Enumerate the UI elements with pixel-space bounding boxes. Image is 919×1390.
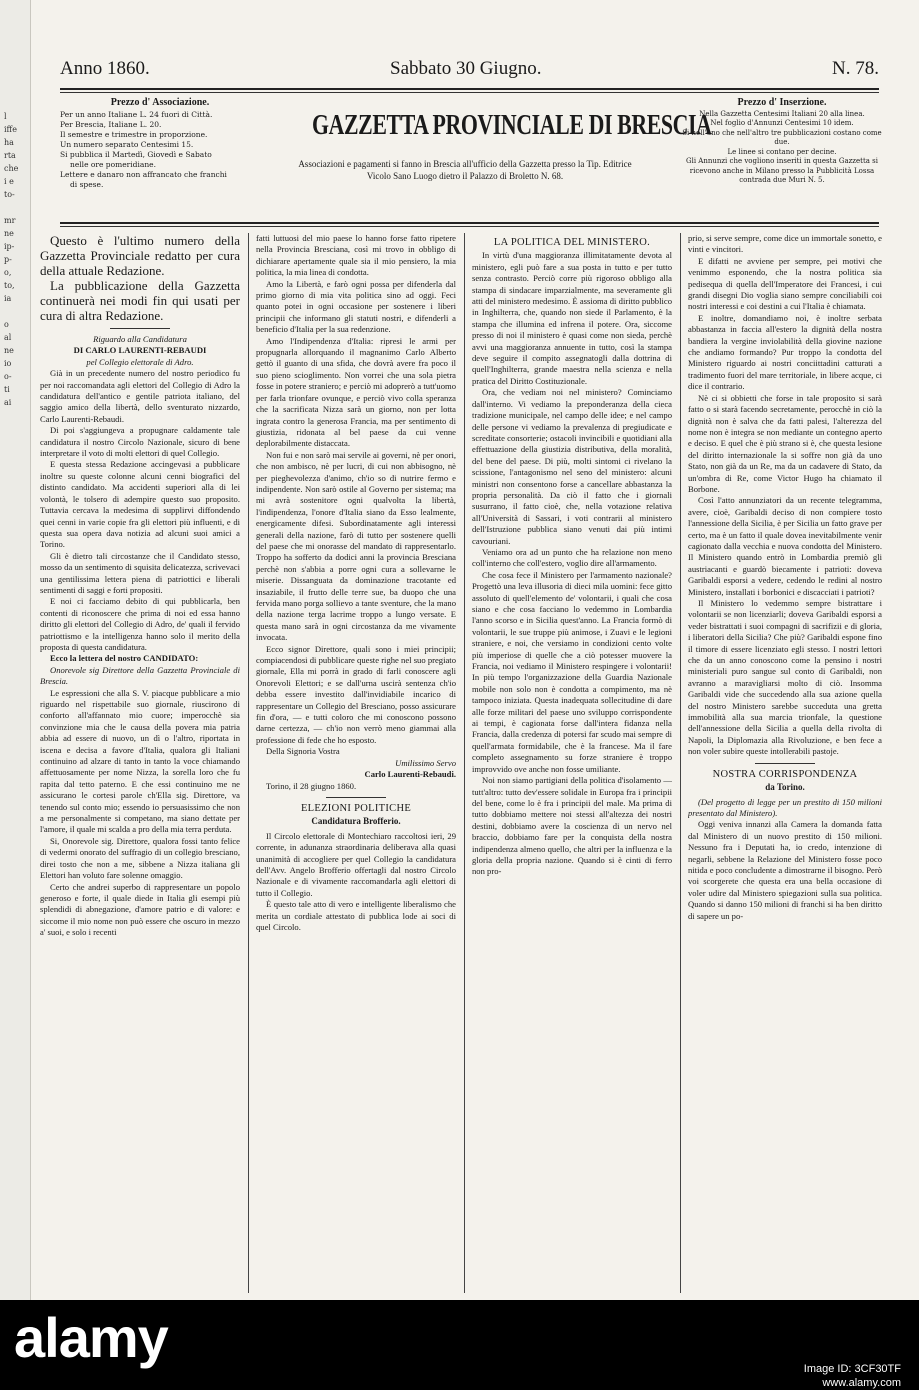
column-1 — [40, 233, 240, 1293]
insertion-line: Gli Annunzi che vogliono inseriti in questa Gazzetta si ricevono anche in Milano presso la Pubblicità Lossa contrada due Muri N. 5. — [685, 157, 878, 184]
paragraph: Il Circolo elettorale di Montechiaro raccoltosi ieri, 29 corrente, in adunanza straordinaria deliberava alla quasi unanimità di accogliere per quel Collegio la candidatura dell'Avv. Angelo Brofferio offertagli dal nostro Circolo Nazionale e di vivamente raccomandarla agli elettori di tutto il Collegio. — [256, 830, 456, 898]
letter-salutation: Onorevole sig Direttore della Gazzetta Provinciale di Brescia. — [40, 664, 240, 687]
issue-date: Sabbato 30 Giugno. — [390, 58, 542, 79]
paragraph: E difatti ne avviene per sempre, pei motivi che venimmo esponendo, che la nostra politica sia pedisequa di quella dell'Imperatore dei Francesi, i cui grandi disegni Dio voglia siano sempre conciliabili coi nostri interessi e coi destini a cui l'Italia è chiamata. — [688, 255, 882, 312]
subscription-line: Si pubblica il Martedì, Giovedì e Sabato — [60, 150, 212, 159]
column-divider — [680, 233, 681, 1293]
edge-fragment: to- — [4, 190, 15, 199]
paragraph: Il Ministero lo vedemmo sempre bistrattare i volontarii se non licenziarli; doveva Garibaldi esporsi a veder bistrattati i suoi compagni di sacrifizii e di gloria, i liberatori della Sicilia? Che più? Garibaldi espone fino il timore di essere licenziato egli stesso. I nostri lettori che da un anno conoscono come la pensino i nostri ministeriali puro sangue sul conto di Garibaldi, non avranno a maravigliarsi molto di ciò. Insomma Garibaldi vide che succedendo alla sua azione quella del nostro Ministero sarebbe succeduta una gretta immobilità alla sua marcia trionfale, la questione dell'annessione della Sicilia a quella della rivolta di Napoli, la Diplomazia alla Rivoluzione, e ben fece a non voler subire queste intollerabili pastoje. — [688, 598, 882, 757]
paragraph: Ecco signor Direttore, quali sono i miei principii; compiacendosi di pubblicare queste righe nel suo pregiato giornale, Ella mi porrà in grado di farli conoscere agli Onorevoli Elettori; e se dall'urna uscirà sentenza ch'io debba essere investito dall'invidiabile incarico di rappresentare un Collegio del Bresciano, posso assicurare fin d'ora, — e tutti coloro che mi conoscono possono darne certezza, — ch'io non verrò meno giammai alla professione di fede che ho esposto. — [256, 643, 456, 745]
masthead-rule — [60, 222, 879, 224]
paragraph: Che cosa fece il Ministero per l'armamento nazionale? Progettò una leva illusoria di dieci mila uomini: fece gitto assoluto di quell'elemento de' volontarii, i quali che cosa siano e che cosa facciano lo vedemmo in Lombardia l'anno scorso e in Sicilia quest'anno. La Francia formò di volontarii, le sue truppe più animose, i Zuavi e le legioni straniere, e noi, che versiamo in condizioni cento volte più imperiose di quelle che a ciò potesser muovere la Francia, noi vediamo il Ministero respingere i volontarii! In più tempo l'organizzazione della Guardia Nazionale mobile non solo non è condotta a compimento, ma nè tampoco iniziata. Questa inadequata sollecitudine di dare alle forze militari del paese uno sviluppo corrispondente ai tempi, è cagionata forse dall'intera fidanza nella Francia, dalla credenza di potersi far scudo mai sempre di quell'armata formidabile, che è la francese. Ma il fare completo assegnamento su forze straniere è troppo improvvido ove anche non fosse umiliante. — [472, 569, 672, 774]
paragraph: Già in un precedente numero del nostro periodico fu per noi raccomandata agli elettori del Collegio di Adro la candidatura dell'antico e gentile patriota italiano, del saggio amico della libertà, dello sventurato nizzardo, Carlo Laurenti-Rebaudi. — [40, 368, 240, 424]
edge-fragment: al — [4, 333, 12, 342]
paragraph: prio, si serve sempre, come dice un immortale sonetto, e vinti e vincitori. — [688, 233, 882, 255]
section-heading: ELEZIONI POLITICHE — [300, 802, 412, 814]
edge-fragment: o — [4, 320, 9, 329]
image-id: Image ID: 3CF30TF — [803, 1363, 901, 1375]
edge-fragment — [0, 305, 30, 318]
insertion-line: Nella Gazzetta Centesimi Italiani 20 alla linea. — [699, 109, 865, 118]
letter-date: Torino, il 28 giugno 1860. — [266, 780, 357, 791]
article-heading-italic: Riguardo alla Candidatura — [93, 334, 187, 344]
adjacent-page-edge — [0, 0, 31, 1300]
masthead-subtitle — [245, 158, 685, 182]
subscription-line: Un numero separato Centesimi 15. — [60, 140, 194, 149]
subscription-title: Prezzo d' Associazione. — [110, 97, 210, 108]
paragraph: Non fui e non sarò mai servile ai governi, nè per onori, che non ambisco, nè per lucri, di cui non abbisogno, nè per pieghevolezza d'animo, ch'io so di nutrire fermo e indipendente. Non sarò ostile al Governo per sistema; ma mi avrà sostenitore ogni qualvolta la libertà, l'indipendenza, l'onore d'Italia siano da Esso lealmente, energicamente difesi. Subordinatamente agli interessi generali della nazione, farò di tutto per sostenere quelli del paese che mi onorasse del mandato di rappresentarlo. Troppo ha sofferto da dodici anni la provincia Bresciana perchè non s'abbia a porre ogni cura a sollevarne le miserie. Dissanguata da dominazione tracotante ed insaziabile, il frutto delle terre sue, ba duopo che una fervida mano porga sollievo a tante sventure, che la mano della nazione terga lacrime troppo a lungo versate. E questa mano sarà in ogni circostanza da me vivamente invocata. — [256, 449, 456, 643]
paragraph: Veniamo ora ad un punto che ha relazione non meno coll'interno che coll'estero, voglio dire all'armamento. — [472, 546, 672, 569]
edge-fragment: ip- — [4, 242, 15, 251]
paragraph: Di poi s'aggiungeva a propugnare caldamente tale candidatura il nostro Circolo Nazionale, sicuro di bene interpretare il voto di molti elettori di quel Collegio. — [40, 425, 240, 459]
paragraph: Amo l'Indipendenza d'Italia: ripresi le armi per propugnarla allorquando il magnanimo Carlo Alberto gettò il guanto di una sfida, che dovrà avere fra poco il suo pieno scioglimento. Non vorrei che una sola pietra fosse in potere straniero; e perciò mi adoprerò a tutt'uomo per farla trionfare ovunque, e perciò vivo colla speranza che la sacrificata Nizza sarà un giorno, non per lotta ingrata contro la generosa Francia, ma per sentimento di giustizia, ridonata al bel paese da cui venne deplorabilmente distaccata. — [256, 335, 456, 449]
paragraph: Della Signoria Vostra — [266, 746, 340, 757]
watermark-site: www.alamy.com — [822, 1377, 901, 1389]
header-rule-thin — [60, 92, 879, 93]
paragraph: Nè ci si obbietti che forse in tale proposito si sarà fatto o si starà facendo secretamente, perocchè in ciò la dignità non è salva che da fatti palesi, l'alterezza del nome non è integra se non mediante un contegno aperto e deciso. E quel che è più strano si è, che questa lesione del diritto internazionale la si soffre non già da uno Stato, non già da un Re, ma da un cadavere di Stato, da un'ombra di Re, come Victor Hugo ha chiamato il Borbone. — [688, 392, 882, 494]
issue-year: Anno 1860. — [60, 58, 150, 79]
edge-fragment: to, — [4, 281, 15, 290]
paragraph: Oggi veniva innanzi alla Camera la domanda fatta dal Ministero di un nuovo prestito di 150 milioni. Nessuno fra i Deputati ha, io credo, intenzione di negarli, sebbene la Relazione del Ministero fosse poco nitida e poco concludente a dimostrarne il bisogno. Però voi scorgerete che questa era una bella occasione di voler udire dal Ministero spiegazioni sulla sua politica. Quando si danno 150 milioni di franchi si ha ben diritto di sapere un po- — [688, 819, 882, 921]
watermark-info — [804, 1362, 901, 1390]
paragraph: Così l'atto annunziatori da un recente telegramma, avere, cioè, Garibaldi deciso di non compiere tosto l'annessione della Sicilia, è per Sicilia un fatto grave per certo, ma è un fatto il quale dovea inevitabilmente venir cagionato dalla vecchia e nuova condotta del Ministero. Il Ministero quando entrò in Lombardia premiò gli austriacanti e guardò biecamente i patrioti: doveva Garibaldi esporsi a vedere, cedendo le redini al nostro Ministero, installati i borbonici e discacciati i patrioti? — [688, 495, 882, 597]
column-divider — [464, 233, 465, 1293]
paragraph: In virtù d'una maggioranza illimitatamente devota al ministero, egli può fare a sua posta in tutto e per tutto senza contrasto. Perciò corre più rigoroso obbligo alla stampa di sindacare imparzialmente, ma severamente gli atti del ministero medesimo. È assioma di diritto pubblico in Inghilterra, che, quando non siede il Parlamento, è la stampa che illumina ed infrena il potere. Ora, siccome presso di noi il ministero è quasi come non sieda, perchè avvi una maggioranza annuente in tutto, così la stampa deve seguire il compito assegnatogli dalla dottrina di quell'Inghilterra, grande maestra nella scienza e nella pratica del Diritto Costituzionale. — [472, 250, 672, 386]
edge-fragment: ha — [4, 138, 14, 147]
editorial-notice: Questo è l'ultimo numero della Gazzetta Provinciale redatto per cura della attuale Redazione. — [40, 233, 240, 278]
edge-fragment: io — [4, 359, 12, 368]
paragraph: Le espressioni che alla S. V. piacque pubblicare a mio riguardo nel rispettabile suo giornale, riuscirono di conforto all'affannato mio cuore; imperocchè sia convinzione mia che le causa della povera mia patria abbia ad essere di nuovo, un dì o l'altro, riportata in iscena e decisa a favore d'Italia, qualora gli Italiani continuino ad alzare di tanto in tanto la voce chiamando affettuosamente per nome Nizza, la sorella loro che fu rapita dal tetto paterno. E che essi continuino me ne assicurano le cortesi parole ch'Ella sig. Direttore, va tenendo sul conto mio; essendo io persuasissimo che non a me personalmente si competano, ma siano dettate per l'amore, il quale mi scalda a pro della mia terra perduta. — [40, 687, 240, 835]
paragraph: Certo che andrei superbo di rappresentare un popolo generoso e forte, il quale diede in Italia gli esempi più splendidi di abnegazione, d'amore patrio e di valore: e siccome il mio nome non può essere che oscuro in mezzo a' suoi, e solo i recenti — [40, 881, 240, 938]
edge-fragment: i e — [4, 177, 14, 186]
divider — [326, 797, 386, 798]
insertion-title: Prezzo d' Inserzione. — [737, 97, 827, 108]
edge-fragment: ia — [4, 294, 12, 303]
edge-fragment: mr — [4, 216, 16, 225]
subscription-line: Lettere e danaro non affrancato che franchi — [60, 170, 227, 179]
paragraph: Ecco la lettera del nostro CANDIDATO: — [50, 653, 199, 664]
edge-fragment — [0, 201, 30, 214]
alamy-logo: alamy — [14, 1306, 168, 1369]
header-rule — [60, 88, 879, 90]
paragraph: Ora, che vediam noi nel ministero? Cominciamo dall'interno. Vi vediamo la preponderanza della cieca tradizione municipale, nel campo delle idee; e nel campo delle persone vi vediamo la prevalenza di pregiudicate e screditate consorterie; ostacoli invincibili e quotidiani alla effettuazione della giustizia distributiva, della moralità, del bene del paese. Di più, molti sintomi ci rivelano la scissione, l'antagonismo nel seno del ministero: alcuni ministri non consentono forse a cancellare abbastanza la propria personalità. Da ciò il fatto che i giornali susurrano, il fatto cioè, che, nella votazione relativa all'Università di Sassari, i voti contrarii al ministero dell'Istruzione pubblica siano venuti dai più intimi cavouriani. — [472, 387, 672, 546]
subscription-line: di spese. — [70, 180, 104, 189]
paragraph: E noi ci facciamo debito di qui pubblicarla, ben contenti di riconoscere che prima di noi ed essa hanno diritto gli elettori del Collegio di Adro, de' quali il fervido patriottismo e la intelligenza hanno solo il merito della proposta di questa candidatura. — [40, 596, 240, 652]
column-3 — [472, 233, 672, 1293]
article-heading-sub: pel Collegio elettorale di Adro. — [86, 356, 194, 367]
paragraph: E inoltre, domandiamo noi, è inoltre serbata abbastanza in faccia all'estero la dignità della nostra bandiera la vergine inviolabilità della giovine nazione che andiamo formando? Pur troppo la condotta del Ministero riguardo ai nostri conciittadini catturati a tradimento fuori del mare territoriale, in libere acque, ci dice il contrario. — [688, 312, 882, 392]
edge-fragment: o, — [4, 268, 12, 277]
paragraph: Si, Onorevole sig. Direttore, qualora fossi tanto felice di vedermi onorato del suffragio di un collegio bresciano, direi tosto che non a me, sibbene a Nizza italiana gli Elettori han voluto fare solenne omaggio. — [40, 835, 240, 881]
divider — [110, 328, 170, 329]
paragraph: Amo la Libertà, e farò ogni possa per difenderla dal primo giorno di mia vita politica sino ad oggi. Feci quanto potei in ogni occasione per sostenere i liberi principii che informano gli statuti nostri, e difenderli a beneficio d'Italia per la sua redenzione. — [256, 278, 456, 335]
edge-fragment: che — [4, 164, 19, 173]
edge-fragment: iffe — [4, 125, 17, 134]
subscription-line: Per Brescia, Italiane L. 20. — [60, 120, 162, 129]
edge-fragment: ne — [4, 229, 14, 238]
paragraph: Noi non siamo partigiani della politica d'isolamento — tutt'altro: tutto dev'essere solidale in Europa fra i principii del bene, come lo è fra i principii del male. Ma prima di tutto dobbiamo mettere noi stessi all'altezza dei nostri destini, dobbiamo avere la coscienza di un nervo nel braccio, dobbiamo fare per la conquista della nostra indipendenza almeno quello, che altri per la influenza e la gloria della propria nazione. Quando si è cinti di ferro non pro- — [472, 775, 672, 877]
column-divider — [248, 233, 249, 1293]
insertion-line: Si noll'uno che nell'altro tre pubblicazioni costano come due. — [682, 128, 882, 146]
editorial-notice-2: La pubblicazione della Gazzetta continuerà nei modi fin qui usati per cura di altra Redazione. — [40, 278, 240, 323]
edge-fragment: l — [4, 112, 7, 121]
column-4 — [688, 233, 882, 1293]
signature-line: Umilissimo Servo — [395, 757, 456, 768]
insertion-box — [682, 98, 882, 186]
divider — [755, 763, 815, 764]
newspaper-title: GAZZETTA PROVINCIALE DI BRESCIA — [312, 110, 712, 141]
edge-fragment: ti — [4, 385, 10, 394]
subscription-line: Il semestre e trimestre in proporzione. — [60, 130, 208, 139]
paragraph: fatti luttuosi del mio paese lo hanno forse fatto ripetere nella Provincia Bresciana, così mi trovo in obbligo di dichiarare apertamente quale sia il mio pensiero, la mia politica, la mia linea di condotta. — [256, 233, 456, 278]
paragraph: Gli è dietro tali circostanze che il Candidato stesso, mosso da un sentimento di squisita delicatezza, scrivevaci una gentilissima lettera piena di patriottici e liberali sentimenti di saggi e forti propositi. — [40, 550, 240, 595]
insertion-line: Nel foglio d'Annunzi Centesimi 10 idem. — [710, 119, 854, 127]
column-2 — [256, 233, 456, 1293]
article-heading-name: DI CARLO LAURENTI-REBAUDI — [73, 345, 207, 356]
edge-fragment: rta — [4, 151, 16, 160]
subscription-line: Per un anno Italiane L. 24 fuori di Città. — [60, 110, 213, 119]
section-heading: NOSTRA CORRISPONDENZA — [712, 768, 858, 780]
signature-name: Carlo Laurenti-Rebaudi. — [364, 769, 456, 780]
edge-fragment: ne — [4, 346, 14, 355]
section-heading: LA POLITICA DEL MINISTERO. — [493, 237, 651, 248]
edge-fragment: o- — [4, 372, 12, 381]
section-subheading: Candidatura Brofferio. — [311, 816, 401, 827]
subtitle-line: Associazioni e pagamenti si fanno in Brescia all'ufficio della Gazzetta presso la Tip. Editrice — [298, 159, 632, 169]
subscription-line: nelle ore pomeridiane. — [70, 160, 156, 169]
masthead-rule-thin — [60, 226, 879, 227]
header-line — [60, 58, 879, 80]
edge-fragment: ai — [4, 398, 12, 407]
paragraph: È questo tale atto di vero e intelligente liberalismo che merita un cordiale attestato di pubblica lode ai soci di quel Circolo. — [256, 899, 456, 932]
edge-fragment: p- — [4, 255, 12, 264]
subtitle-line: Vicolo Sano Luogo dietro il Palazzo di Broletto N. 68. — [366, 171, 564, 181]
insertion-line: Le linee si contano per decine. — [727, 147, 837, 156]
paragraph: E questa stessa Redazione accingevasi a pubblicare inoltre su queste colonne alcuni cenni biografici del distinto candidato. Ma accidenti superiori alla di lei volontà, le tolsero di adempire questo suo proposito. Tuttavia cercava la medesima di supplirvi diffondendo quei cenni in varie copie fra gli elettori più influenti, e di questa sua opera dava notizia ad alcuni suoi amici a Torino. — [40, 459, 240, 550]
article-note: (Del progetto di legge per un prestito di 150 milioni presentato dal Ministero). — [688, 796, 882, 818]
section-subheading: da Torino. — [765, 782, 805, 793]
issue-number: N. 78. — [832, 58, 879, 79]
subscription-box — [60, 98, 260, 190]
